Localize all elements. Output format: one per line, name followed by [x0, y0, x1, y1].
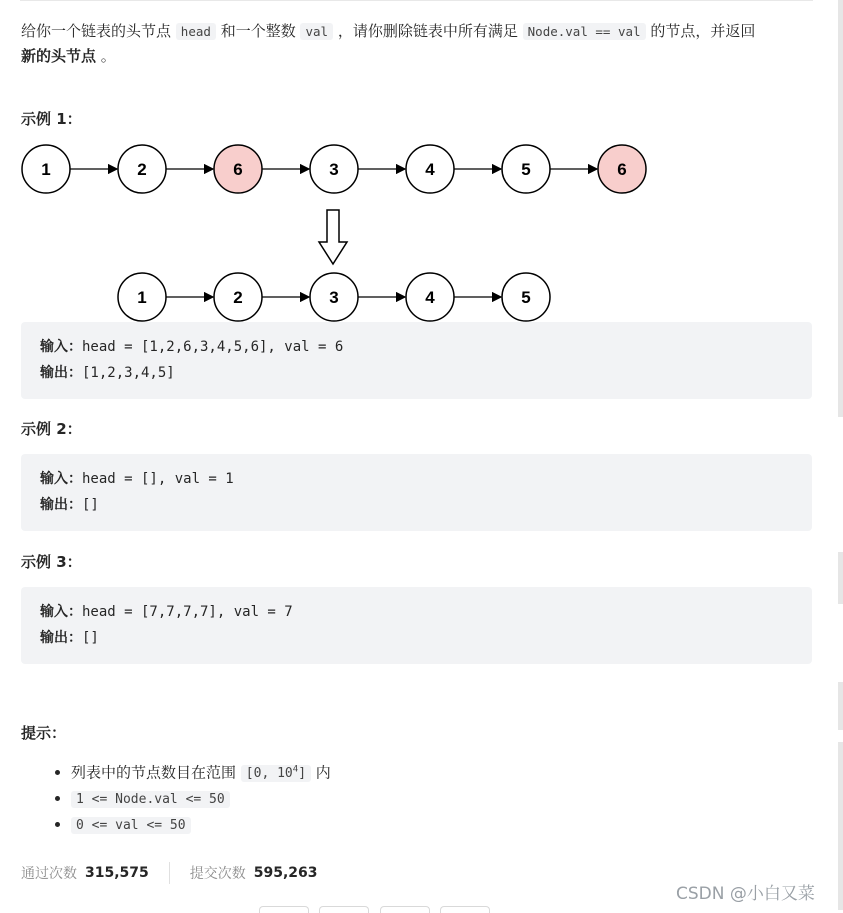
original-list-node-label: 4: [425, 160, 435, 179]
result-list-node-label: 4: [425, 288, 435, 307]
hint-text: 列表中的节点数目在范围: [71, 763, 237, 782]
code-condition: Node.val == val: [523, 23, 646, 40]
submitted-value: 595,263: [253, 865, 318, 881]
output-label: 输出：: [40, 497, 82, 513]
desc-text: 的节点，并返回: [650, 22, 756, 40]
hint-text: 内: [315, 763, 331, 782]
input-label: 输入：: [40, 604, 82, 620]
hint-item: [71, 786, 331, 812]
hint-item: [71, 812, 331, 838]
original-list-node-label: 6: [233, 160, 243, 179]
original-list-node-label: 6: [617, 160, 627, 179]
example-2-code: [21, 454, 812, 531]
linked-list-diagram: [0, 135, 660, 325]
example-1-title: 示例 1：: [21, 110, 82, 128]
hint-code: 1 <= Node.val <= 50: [71, 791, 230, 808]
result-list-node-label: 1: [137, 288, 147, 307]
result-list-node-label: 3: [329, 288, 339, 307]
output-label: 输出：: [40, 365, 82, 381]
accepted-value: 315,575: [85, 865, 149, 881]
input-value: head = [1,2,6,3,4,5,6], val = 6: [82, 339, 344, 355]
desc-text: ，请你删除链表中所有满足: [337, 22, 518, 40]
output-value: []: [82, 630, 99, 646]
output-value: []: [82, 497, 99, 513]
code-val: val: [300, 23, 333, 40]
hint-item: [71, 758, 331, 786]
top-divider: [20, 0, 813, 1]
input-label: 输入：: [40, 339, 82, 355]
transform-arrow: [319, 210, 347, 264]
example-3-title: 示例 3：: [21, 553, 82, 571]
accepted-label: 通过次数: [21, 866, 77, 882]
input-value: head = [], val = 1: [82, 471, 234, 487]
submission-stats: [21, 862, 318, 884]
desc-text: 和一个整数: [220, 22, 296, 40]
problem-description: [21, 19, 816, 68]
output-label: 输出：: [40, 630, 82, 646]
result-list-node-label: 2: [233, 288, 243, 307]
original-list: [22, 145, 646, 193]
example-2-title: 示例 2：: [21, 420, 82, 438]
desc-bold: 新的头节点: [21, 47, 97, 65]
stats-divider: [169, 862, 170, 884]
output-value: [1,2,3,4,5]: [82, 365, 175, 381]
result-list: [118, 273, 550, 321]
hints-list: [50, 758, 331, 838]
submitted-label: 提交次数: [189, 866, 246, 882]
result-list-node-label: 5: [521, 288, 531, 307]
desc-text: 给你一个链表的头节点: [21, 22, 172, 40]
original-list-node-label: 2: [137, 160, 147, 179]
example-3-code: [21, 587, 812, 664]
hint-code-range: [0, $10^4$]: [241, 765, 311, 782]
example-1-code: [21, 322, 812, 399]
input-value: head = [7,7,7,7], val = 7: [82, 604, 293, 620]
code-head: head: [176, 23, 216, 40]
original-list-node-label: 1: [41, 160, 51, 179]
input-label: 输入：: [40, 471, 82, 487]
original-list-node-label: 5: [521, 160, 531, 179]
watermark: CSDN @小白又菜: [676, 884, 815, 904]
hints-title: 提示：: [21, 724, 67, 742]
desc-text: 。: [100, 47, 116, 65]
original-list-node-label: 3: [329, 160, 339, 179]
hint-code: 0 <= val <= 50: [71, 817, 191, 834]
